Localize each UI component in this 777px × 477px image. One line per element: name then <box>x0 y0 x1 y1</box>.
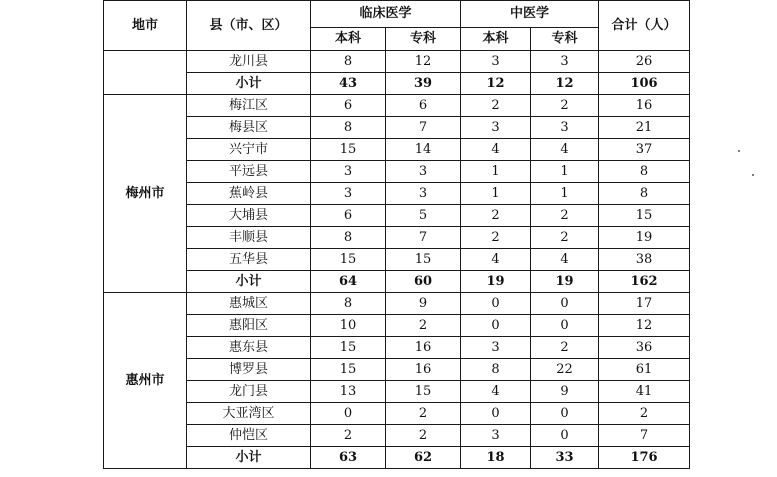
subtotal-total: 176 <box>599 447 690 469</box>
county-cell: 龙门县 <box>187 381 311 403</box>
total-cell: 21 <box>599 117 690 139</box>
tcm-junior-cell: 3 <box>531 51 599 73</box>
table-row <box>104 337 690 359</box>
tcm-junior-cell: 2 <box>531 205 599 227</box>
total-cell: 2 <box>599 403 690 425</box>
total-cell: 37 <box>599 139 690 161</box>
subtotal-total: 106 <box>599 73 690 95</box>
clinical-bachelor-cell: 15 <box>311 359 386 381</box>
clinical-junior-cell: 16 <box>386 337 461 359</box>
table-row <box>104 425 690 447</box>
county-cell: 仲恺区 <box>187 425 311 447</box>
subtotal-clinical-junior: 62 <box>386 447 461 469</box>
document-page <box>103 0 689 469</box>
total-cell: 8 <box>599 183 690 205</box>
table-row <box>104 161 690 183</box>
subtotal-label: 小计 <box>187 271 311 293</box>
tcm-bachelor-cell: 2 <box>461 95 531 117</box>
table-body <box>104 51 690 469</box>
clinical-junior-cell: 6 <box>386 95 461 117</box>
clinical-junior-cell: 9 <box>386 293 461 315</box>
subtotal-clinical-bachelor: 63 <box>311 447 386 469</box>
tcm-junior-cell: 0 <box>531 315 599 337</box>
total-cell: 36 <box>599 337 690 359</box>
table-row <box>104 381 690 403</box>
clinical-bachelor-cell: 15 <box>311 337 386 359</box>
county-cell: 兴宁市 <box>187 139 311 161</box>
tcm-junior-cell: 2 <box>531 227 599 249</box>
subtotal-row <box>104 73 690 95</box>
table-row <box>104 205 690 227</box>
tcm-bachelor-cell: 4 <box>461 139 531 161</box>
tcm-junior-cell: 4 <box>531 139 599 161</box>
city-cell: 梅州市 <box>104 95 187 293</box>
total-cell: 8 <box>599 161 690 183</box>
table-row <box>104 249 690 271</box>
scan-speck <box>752 174 754 176</box>
total-cell: 12 <box>599 315 690 337</box>
tcm-bachelor-cell: 0 <box>461 315 531 337</box>
header-clinical-junior: 专科 <box>386 28 461 51</box>
quota-table <box>103 0 690 469</box>
total-cell: 16 <box>599 95 690 117</box>
county-cell: 梅县区 <box>187 117 311 139</box>
table-row <box>104 359 690 381</box>
county-cell: 龙川县 <box>187 51 311 73</box>
header-clinical-bachelor: 本科 <box>311 28 386 51</box>
clinical-bachelor-cell: 8 <box>311 293 386 315</box>
tcm-bachelor-cell: 3 <box>461 51 531 73</box>
tcm-bachelor-cell: 2 <box>461 205 531 227</box>
tcm-bachelor-cell: 0 <box>461 293 531 315</box>
subtotal-clinical-bachelor: 43 <box>311 73 386 95</box>
table-row <box>104 227 690 249</box>
clinical-junior-cell: 7 <box>386 117 461 139</box>
total-cell: 38 <box>599 249 690 271</box>
table-row <box>104 117 690 139</box>
county-cell: 梅江区 <box>187 95 311 117</box>
clinical-bachelor-cell: 8 <box>311 117 386 139</box>
header-tcm-bachelor: 本科 <box>461 28 531 51</box>
tcm-bachelor-cell: 3 <box>461 117 531 139</box>
subtotal-tcm-bachelor: 19 <box>461 271 531 293</box>
clinical-junior-cell: 12 <box>386 51 461 73</box>
subtotal-tcm-bachelor: 18 <box>461 447 531 469</box>
tcm-bachelor-cell: 3 <box>461 425 531 447</box>
tcm-bachelor-cell: 1 <box>461 183 531 205</box>
county-cell: 惠城区 <box>187 293 311 315</box>
subtotal-total: 162 <box>599 271 690 293</box>
subtotal-clinical-junior: 39 <box>386 73 461 95</box>
total-cell: 19 <box>599 227 690 249</box>
subtotal-clinical-bachelor: 64 <box>311 271 386 293</box>
county-cell: 平远县 <box>187 161 311 183</box>
clinical-junior-cell: 16 <box>386 359 461 381</box>
clinical-bachelor-cell: 2 <box>311 425 386 447</box>
table-row <box>104 183 690 205</box>
clinical-bachelor-cell: 6 <box>311 95 386 117</box>
header-city: 地市 <box>104 1 187 51</box>
table-header <box>104 1 690 51</box>
subtotal-clinical-junior: 60 <box>386 271 461 293</box>
tcm-junior-cell: 4 <box>531 249 599 271</box>
tcm-junior-cell: 0 <box>531 425 599 447</box>
table-row <box>104 293 690 315</box>
total-cell: 15 <box>599 205 690 227</box>
subtotal-tcm-junior: 12 <box>531 73 599 95</box>
tcm-junior-cell: 2 <box>531 95 599 117</box>
clinical-junior-cell: 2 <box>386 403 461 425</box>
county-cell: 蕉岭县 <box>187 183 311 205</box>
clinical-bachelor-cell: 6 <box>311 205 386 227</box>
header-total: 合计（人） <box>599 1 690 51</box>
subtotal-row <box>104 271 690 293</box>
tcm-bachelor-cell: 4 <box>461 381 531 403</box>
county-cell: 惠东县 <box>187 337 311 359</box>
clinical-bachelor-cell: 13 <box>311 381 386 403</box>
county-cell: 博罗县 <box>187 359 311 381</box>
clinical-junior-cell: 2 <box>386 315 461 337</box>
table-row <box>104 95 690 117</box>
clinical-bachelor-cell: 0 <box>311 403 386 425</box>
subtotal-tcm-junior: 19 <box>531 271 599 293</box>
header-tcm-junior: 专科 <box>531 28 599 51</box>
clinical-junior-cell: 7 <box>386 227 461 249</box>
table-row <box>104 139 690 161</box>
clinical-bachelor-cell: 3 <box>311 161 386 183</box>
clinical-junior-cell: 2 <box>386 425 461 447</box>
subtotal-tcm-junior: 33 <box>531 447 599 469</box>
clinical-junior-cell: 15 <box>386 249 461 271</box>
clinical-bachelor-cell: 15 <box>311 139 386 161</box>
county-cell: 大亚湾区 <box>187 403 311 425</box>
header-clinical: 临床医学 <box>311 1 461 28</box>
county-cell: 五华县 <box>187 249 311 271</box>
tcm-bachelor-cell: 3 <box>461 337 531 359</box>
clinical-junior-cell: 15 <box>386 381 461 403</box>
subtotal-row <box>104 447 690 469</box>
tcm-bachelor-cell: 2 <box>461 227 531 249</box>
total-cell: 17 <box>599 293 690 315</box>
total-cell: 26 <box>599 51 690 73</box>
clinical-junior-cell: 5 <box>386 205 461 227</box>
clinical-bachelor-cell: 3 <box>311 183 386 205</box>
tcm-bachelor-cell: 4 <box>461 249 531 271</box>
tcm-junior-cell: 9 <box>531 381 599 403</box>
city-cell <box>104 51 187 95</box>
table-row <box>104 315 690 337</box>
clinical-bachelor-cell: 8 <box>311 51 386 73</box>
county-cell: 丰顺县 <box>187 227 311 249</box>
header-tcm: 中医学 <box>461 1 599 28</box>
total-cell: 41 <box>599 381 690 403</box>
clinical-junior-cell: 3 <box>386 161 461 183</box>
tcm-bachelor-cell: 0 <box>461 403 531 425</box>
tcm-bachelor-cell: 1 <box>461 161 531 183</box>
tcm-junior-cell: 1 <box>531 161 599 183</box>
tcm-bachelor-cell: 8 <box>461 359 531 381</box>
table-row <box>104 51 690 73</box>
tcm-junior-cell: 3 <box>531 117 599 139</box>
county-cell: 大埔县 <box>187 205 311 227</box>
tcm-junior-cell: 0 <box>531 403 599 425</box>
clinical-junior-cell: 14 <box>386 139 461 161</box>
tcm-junior-cell: 2 <box>531 337 599 359</box>
county-cell: 惠阳区 <box>187 315 311 337</box>
clinical-junior-cell: 3 <box>386 183 461 205</box>
tcm-junior-cell: 1 <box>531 183 599 205</box>
header-county: 县（市、区） <box>187 1 311 51</box>
tcm-junior-cell: 22 <box>531 359 599 381</box>
table-row <box>104 403 690 425</box>
total-cell: 61 <box>599 359 690 381</box>
clinical-bachelor-cell: 15 <box>311 249 386 271</box>
subtotal-label: 小计 <box>187 73 311 95</box>
scan-speck <box>738 150 740 152</box>
clinical-bachelor-cell: 10 <box>311 315 386 337</box>
subtotal-tcm-bachelor: 12 <box>461 73 531 95</box>
clinical-bachelor-cell: 8 <box>311 227 386 249</box>
tcm-junior-cell: 0 <box>531 293 599 315</box>
city-cell: 惠州市 <box>104 293 187 469</box>
subtotal-label: 小计 <box>187 447 311 469</box>
total-cell: 7 <box>599 425 690 447</box>
